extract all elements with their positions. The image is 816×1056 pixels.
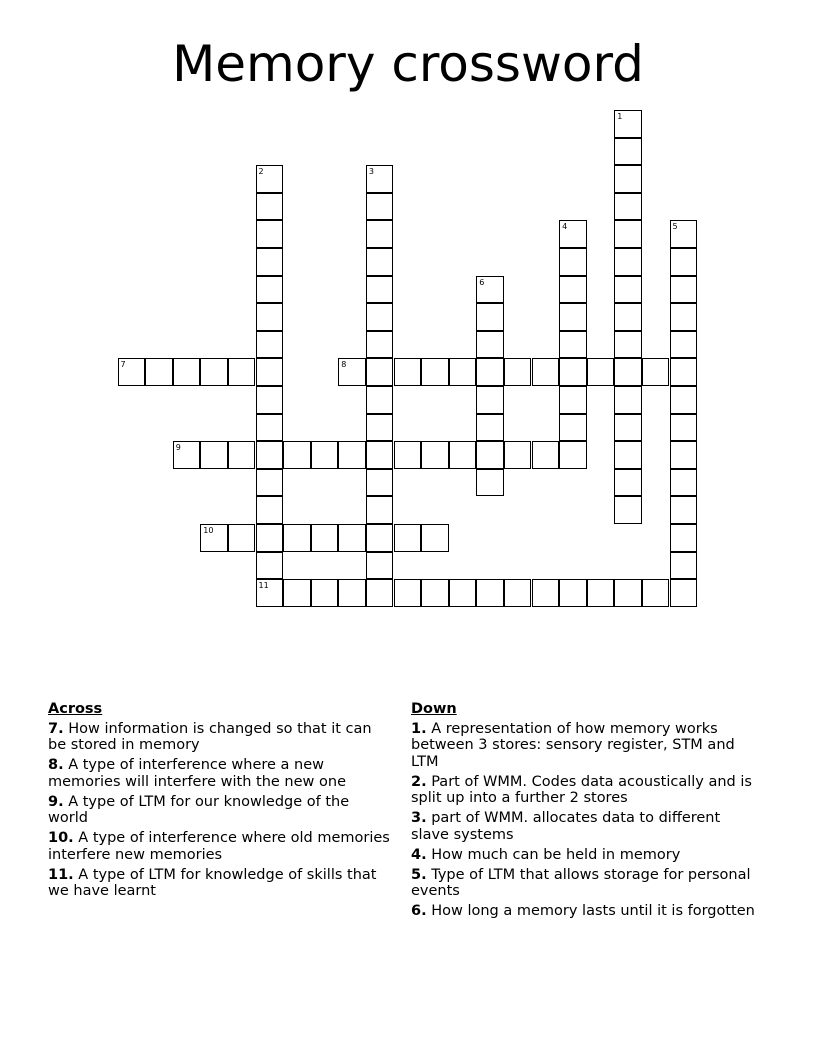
crossword-cell[interactable]: [504, 358, 532, 386]
cell-number: 4: [562, 222, 568, 232]
crossword-cell[interactable]: [614, 248, 642, 276]
crossword-cell[interactable]: [256, 276, 284, 304]
crossword-cell[interactable]: [338, 524, 366, 552]
crossword-cell[interactable]: [256, 441, 284, 469]
clue-text: A type of LTM for our knowledge of the world: [48, 793, 350, 826]
crossword-cell[interactable]: [670, 331, 698, 359]
crossword-cell[interactable]: [614, 358, 642, 386]
crossword-cell[interactable]: [118, 358, 146, 386]
crossword-cell[interactable]: [614, 138, 642, 166]
crossword-cell[interactable]: [559, 303, 587, 331]
down-clue: [411, 847, 756, 864]
crossword-cell[interactable]: [256, 165, 284, 193]
crossword-cell[interactable]: [421, 579, 449, 607]
crossword-cell[interactable]: [670, 469, 698, 497]
crossword-cell[interactable]: [670, 220, 698, 248]
crossword-cell[interactable]: [614, 579, 642, 607]
clue-number: 5.: [411, 866, 427, 883]
crossword-cell[interactable]: [449, 579, 477, 607]
down-heading: Down: [411, 701, 457, 717]
crossword-cell[interactable]: [476, 331, 504, 359]
cell-number: 7: [120, 360, 126, 370]
crossword-cell[interactable]: [476, 441, 504, 469]
crossword-cell[interactable]: [670, 358, 698, 386]
clue-number: 1.: [411, 720, 427, 737]
crossword-cell[interactable]: [200, 358, 228, 386]
across-clues: [48, 701, 393, 903]
crossword-cell[interactable]: [559, 220, 587, 248]
page-title: Memory crossword: [172, 35, 644, 93]
crossword-cell[interactable]: [338, 441, 366, 469]
crossword-cell[interactable]: [587, 579, 615, 607]
crossword-cell[interactable]: [366, 303, 394, 331]
down-clue: [411, 721, 756, 771]
crossword-cell[interactable]: [173, 358, 201, 386]
crossword-cell[interactable]: [532, 441, 560, 469]
clue-number: 2.: [411, 773, 427, 790]
crossword-cell[interactable]: [256, 496, 284, 524]
crossword-cell[interactable]: [394, 579, 422, 607]
crossword-cell[interactable]: [670, 386, 698, 414]
crossword-cell[interactable]: [614, 303, 642, 331]
crossword-cell[interactable]: [366, 524, 394, 552]
crossword-cell[interactable]: [476, 469, 504, 497]
crossword-cell[interactable]: [283, 441, 311, 469]
crossword-cell[interactable]: [338, 358, 366, 386]
crossword-cell[interactable]: [311, 441, 339, 469]
crossword-cell[interactable]: [366, 579, 394, 607]
crossword-cell[interactable]: [366, 220, 394, 248]
down-clue: [411, 810, 756, 843]
cell-number: 10: [203, 526, 214, 535]
crossword-cell[interactable]: [670, 414, 698, 442]
cell-number: 9: [175, 443, 181, 453]
crossword-cell[interactable]: [173, 441, 201, 469]
clue-text: A representation of how memory works between 3 stores: sensory register, STM and LTM: [411, 720, 735, 770]
crossword-cell[interactable]: [614, 193, 642, 221]
crossword-cell[interactable]: [559, 386, 587, 414]
clue-text: A type of LTM for knowledge of skills that we have learnt: [48, 866, 377, 899]
crossword-cell[interactable]: [476, 386, 504, 414]
crossword-cell[interactable]: [228, 524, 256, 552]
crossword-cell[interactable]: [559, 414, 587, 442]
crossword-cell[interactable]: [476, 358, 504, 386]
crossword-cell[interactable]: [614, 331, 642, 359]
down-clues: [411, 701, 756, 923]
clue-number: 8.: [48, 757, 64, 773]
crossword-cell[interactable]: [614, 165, 642, 193]
crossword-cell[interactable]: [256, 469, 284, 497]
clue-number: 11.: [48, 866, 74, 883]
cell-number: 3: [368, 167, 374, 177]
crossword-cell[interactable]: [366, 276, 394, 304]
crossword-cell[interactable]: [476, 276, 504, 304]
crossword-cell[interactable]: [504, 441, 532, 469]
crossword-cell[interactable]: [283, 524, 311, 552]
clue-text: How information is changed so that it can be stored in memory: [48, 720, 372, 753]
crossword-cell[interactable]: [256, 358, 284, 386]
crossword-cell[interactable]: [256, 552, 284, 580]
clue-text: How much can be held in memory: [431, 846, 681, 863]
crossword-cell[interactable]: [614, 441, 642, 469]
crossword-cell[interactable]: [449, 441, 477, 469]
across-clue: [48, 757, 393, 790]
clue-number: 10.: [48, 830, 74, 846]
crossword-cell[interactable]: [670, 552, 698, 580]
clue-text: A type of interference where a new memories will interfere with the new one: [48, 757, 346, 790]
clue-text: part of WMM. allocates data to different slave systems: [411, 810, 721, 843]
crossword-cell[interactable]: [476, 579, 504, 607]
crossword-cell[interactable]: [559, 358, 587, 386]
crossword-cell[interactable]: [532, 358, 560, 386]
cell-number: 8: [341, 360, 347, 370]
crossword-cell[interactable]: [587, 358, 615, 386]
crossword-cell[interactable]: [366, 386, 394, 414]
crossword-cell[interactable]: [421, 441, 449, 469]
crossword-cell[interactable]: [614, 110, 642, 138]
crossword-cell[interactable]: [670, 579, 698, 607]
crossword-cell[interactable]: [559, 331, 587, 359]
crossword-cell[interactable]: [670, 303, 698, 331]
clue-text: Type of LTM that allows storage for personal events: [411, 866, 751, 899]
clue-number: 6.: [411, 903, 427, 919]
crossword-cell[interactable]: [256, 220, 284, 248]
crossword-cell[interactable]: [559, 441, 587, 469]
crossword-cell[interactable]: [311, 524, 339, 552]
crossword-cell[interactable]: [366, 331, 394, 359]
across-clue: [48, 830, 393, 863]
crossword-cell[interactable]: [614, 386, 642, 414]
crossword-cell[interactable]: [614, 276, 642, 304]
cell-number: 5: [672, 222, 678, 232]
crossword-cell[interactable]: [256, 414, 284, 442]
crossword-cell[interactable]: [394, 441, 422, 469]
cell-number: 6: [479, 277, 485, 287]
crossword-cell[interactable]: [256, 386, 284, 414]
crossword-cell[interactable]: [256, 524, 284, 552]
clue-number: 7.: [48, 720, 64, 737]
crossword-cell[interactable]: [421, 358, 449, 386]
crossword-cell[interactable]: [228, 358, 256, 386]
crossword-cell[interactable]: [614, 469, 642, 497]
crossword-cell[interactable]: [311, 579, 339, 607]
crossword-cell[interactable]: [670, 276, 698, 304]
down-clue: [411, 774, 756, 807]
crossword-cell[interactable]: [145, 358, 173, 386]
clue-text: Part of WMM. Codes data acoustically and is split up into a further 2 stores: [411, 773, 752, 806]
crossword-cell[interactable]: [532, 579, 560, 607]
crossword-cell[interactable]: [614, 220, 642, 248]
crossword-cell[interactable]: [614, 496, 642, 524]
clue-text: A type of interference where old memories interfere new memories: [48, 830, 390, 863]
crossword-cell[interactable]: [642, 579, 670, 607]
across-clue: [48, 794, 393, 827]
crossword-cell[interactable]: [449, 358, 477, 386]
crossword-cell[interactable]: [366, 248, 394, 276]
crossword-cell[interactable]: [670, 496, 698, 524]
crossword-cell[interactable]: [394, 358, 422, 386]
crossword-cell[interactable]: [559, 276, 587, 304]
crossword-cell[interactable]: [642, 358, 670, 386]
crossword-cell[interactable]: [366, 165, 394, 193]
crossword-cell[interactable]: [421, 524, 449, 552]
crossword-cell[interactable]: [256, 579, 284, 607]
cell-number: 1: [617, 112, 623, 121]
crossword-cell[interactable]: [559, 579, 587, 607]
crossword-cell[interactable]: [228, 441, 256, 469]
crossword-cell[interactable]: [670, 248, 698, 276]
crossword-cell[interactable]: [476, 303, 504, 331]
crossword-cell[interactable]: [366, 496, 394, 524]
clue-text: How long a memory lasts until it is forgotten: [431, 903, 755, 919]
crossword-cell[interactable]: [670, 441, 698, 469]
crossword-cell[interactable]: [366, 193, 394, 221]
crossword-cell[interactable]: [366, 552, 394, 580]
across-clue: [48, 721, 393, 754]
cell-number: 2: [258, 167, 264, 177]
clue-number: 3.: [411, 810, 427, 826]
crossword-cell[interactable]: [366, 469, 394, 497]
crossword-cell[interactable]: [366, 414, 394, 442]
crossword-cell[interactable]: [256, 248, 284, 276]
clue-number: 9.: [48, 793, 64, 810]
crossword-cell[interactable]: [338, 579, 366, 607]
down-clue: [411, 867, 756, 900]
crossword-cell[interactable]: [614, 414, 642, 442]
crossword-cell[interactable]: [394, 524, 422, 552]
crossword-cell[interactable]: [256, 303, 284, 331]
crossword-cell[interactable]: [366, 441, 394, 469]
crossword-cell[interactable]: [559, 248, 587, 276]
crossword-cell[interactable]: [200, 524, 228, 552]
crossword-cell[interactable]: [256, 193, 284, 221]
crossword-cell[interactable]: [256, 331, 284, 359]
crossword-cell[interactable]: [366, 358, 394, 386]
down-clue: [411, 903, 756, 920]
across-heading: Across: [48, 701, 103, 717]
crossword-cell[interactable]: [476, 414, 504, 442]
crossword-cell[interactable]: [200, 441, 228, 469]
crossword-cell[interactable]: [670, 524, 698, 552]
clue-number: 4.: [411, 846, 427, 863]
crossword-cell[interactable]: [283, 579, 311, 607]
cell-number: 11: [258, 581, 269, 591]
across-clue: [48, 867, 393, 900]
crossword-cell[interactable]: [504, 579, 532, 607]
